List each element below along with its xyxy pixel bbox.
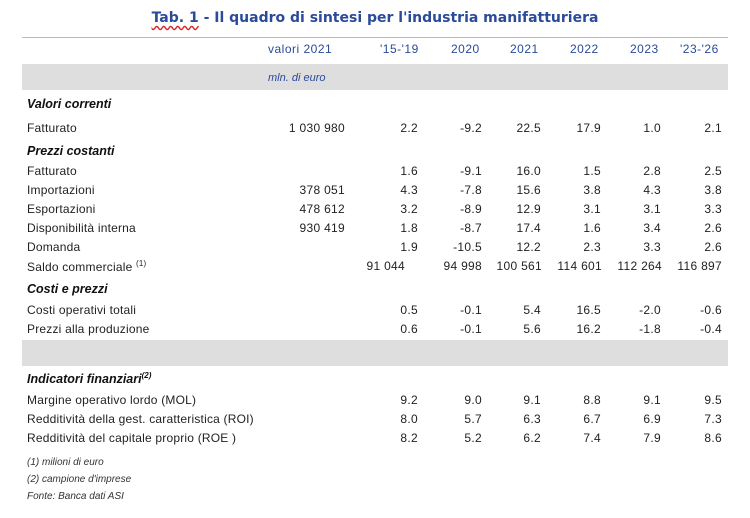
cell-2022: 3.8 [583, 183, 601, 197]
cell-23-26: 9.5 [704, 393, 722, 407]
footnote-source: Fonte: Banca dati ASI [27, 491, 124, 502]
row-label [27, 221, 136, 235]
row-label-text: Domanda [27, 240, 81, 254]
row-label-text: Saldo commerciale [27, 260, 133, 274]
cell-15-19: 0.6 [400, 322, 418, 336]
cell-2022: 8.8 [583, 393, 601, 407]
cell-2020: -8.7 [460, 221, 482, 235]
row-label [27, 303, 136, 317]
cell-2023: 6.9 [643, 412, 661, 426]
section-valori-correnti: Valori correnti [27, 97, 112, 111]
cell-15-19: 3.2 [400, 202, 418, 216]
row-label-text: Prezzi alla produzione [27, 322, 150, 336]
cell-2023: 2.8 [643, 164, 661, 178]
cell-15-19: 9.2 [400, 393, 418, 407]
cell-15-19: 4.3 [400, 183, 418, 197]
cell-2021: 5.4 [523, 303, 541, 317]
row-label [27, 240, 80, 254]
row-label [27, 164, 77, 178]
header-2021: 2021 [510, 42, 539, 56]
cell-valori-2021: 930 419 [299, 221, 345, 235]
cell-valori-2021: 478 612 [299, 202, 345, 216]
cell-2021: 9.1 [523, 393, 541, 407]
section-costi-prezzi: Costi e prezzi [27, 282, 108, 296]
row-label-text: Fatturato [27, 164, 77, 178]
cell-2023: 4.3 [643, 183, 661, 197]
cell-23-26: 3.3 [704, 202, 722, 216]
cell-23-26: 2.6 [704, 240, 722, 254]
row-label [27, 259, 146, 274]
cell-2023: 3.3 [643, 240, 661, 254]
row-label-note: (1) [136, 259, 147, 268]
cell-2022: 16.2 [576, 322, 601, 336]
header-valori-2021: valori 2021 [268, 42, 333, 56]
cell-15-19: 1.9 [400, 240, 418, 254]
footnote-2: (2) campione d'imprese [27, 474, 132, 485]
cell-2020: -9.2 [460, 121, 482, 135]
cell-2022: 114 601 [557, 259, 602, 273]
row-label [27, 393, 196, 407]
cell-2021: 12.9 [516, 202, 541, 216]
cell-15-19: 1.8 [400, 221, 418, 235]
header-15-19: '15-'19 [380, 42, 419, 56]
cell-2022: 1.5 [583, 164, 601, 178]
cell-2022: 1.6 [583, 221, 601, 235]
row-label-text: Costi operativi totali [27, 303, 137, 317]
header-2023: 2023 [630, 42, 659, 56]
cell-2023: 112 264 [617, 259, 662, 273]
cell-2020: -8.9 [460, 202, 482, 216]
section-indicatori-label: Indicatori finanziari [27, 372, 142, 387]
row-label-text: Margine operativo lordo (MOL) [27, 393, 197, 407]
cell-23-26: 2.6 [704, 221, 722, 235]
cell-2021: 12.2 [516, 240, 541, 254]
row-label [27, 121, 77, 135]
row-label-text: Redditività della gest. caratteristica (ROI) [27, 412, 254, 426]
cell-2021: 6.2 [523, 431, 541, 445]
row-label-text: Fatturato [27, 121, 77, 135]
cell-23-26: 116 897 [677, 259, 722, 273]
cell-23-26: 8.6 [704, 431, 722, 445]
row-label [27, 202, 95, 216]
cell-2022: 16.5 [576, 303, 601, 317]
spacer-band [22, 340, 728, 366]
cell-23-26: 2.1 [704, 121, 722, 135]
cell-2021: 100 561 [496, 259, 542, 273]
cell-15-19: 0.5 [400, 303, 418, 317]
unit-label: mln. di euro [268, 72, 326, 84]
header-2020: 2020 [451, 42, 480, 56]
cell-15-19: 1.6 [400, 164, 418, 178]
cell-2021: 15.6 [516, 183, 541, 197]
row-label [27, 322, 149, 336]
cell-2023: 9.1 [643, 393, 661, 407]
top-rule [22, 37, 728, 38]
cell-2021: 22.5 [516, 121, 541, 135]
cell-23-26: 2.5 [704, 164, 722, 178]
cell-2022: 3.1 [583, 202, 601, 216]
header-23-26: '23-'26 [680, 42, 719, 56]
row-label-text: Importazioni [27, 183, 95, 197]
cell-2020: -0.1 [460, 322, 482, 336]
table-number: Tab. 1 [151, 10, 199, 26]
row-label-text: Redditività del capitale proprio (ROE ) [27, 431, 237, 445]
cell-2020: 9.0 [464, 393, 482, 407]
cell-2022: 2.3 [583, 240, 601, 254]
unit-band [22, 64, 728, 90]
cell-23-26: -0.4 [700, 322, 722, 336]
cell-2020: -0.1 [460, 303, 482, 317]
cell-valori-2021: 378 051 [299, 183, 345, 197]
cell-15-19: 8.0 [400, 412, 418, 426]
row-label [27, 183, 95, 197]
cell-valori-2021: 91 044 [366, 259, 405, 273]
cell-2022: 6.7 [583, 412, 601, 426]
cell-2021: 5.6 [523, 322, 541, 336]
cell-15-19: 2.2 [400, 121, 418, 135]
cell-2020: -9.1 [460, 164, 482, 178]
cell-2021: 17.4 [516, 221, 541, 235]
table-title-text: - Il quadro di sintesi per l'industria manifatturiera [198, 10, 599, 26]
cell-2023: -2.0 [639, 303, 661, 317]
cell-2023: 3.4 [643, 221, 661, 235]
cell-2021: 6.3 [523, 412, 541, 426]
cell-2023: 1.0 [643, 121, 661, 135]
cell-2023: 7.9 [643, 431, 661, 445]
cell-valori-2021: 1 030 980 [288, 121, 345, 135]
cell-2023: 3.1 [643, 202, 661, 216]
cell-2020: 5.7 [464, 412, 482, 426]
cell-23-26: -0.6 [700, 303, 722, 317]
cell-2022: 17.9 [576, 121, 601, 135]
row-label-text: Disponibilità interna [27, 221, 136, 235]
header-2022: 2022 [570, 42, 599, 56]
row-label [27, 412, 254, 426]
footnote-1: (1) milioni di euro [27, 457, 104, 468]
cell-2020: -7.8 [460, 183, 482, 197]
row-label-text: Esportazioni [27, 202, 96, 216]
cell-2022: 7.4 [583, 431, 601, 445]
cell-2023: -1.8 [639, 322, 661, 336]
section-prezzi-costanti: Prezzi costanti [27, 144, 115, 158]
row-label [27, 431, 236, 445]
cell-23-26: 7.3 [704, 412, 722, 426]
section-indicatori-finanziari [27, 371, 151, 386]
table-title [0, 10, 750, 26]
cell-2020: 5.2 [464, 431, 482, 445]
section-indicatori-note: (2) [141, 371, 152, 380]
cell-15-19: 8.2 [400, 431, 418, 445]
cell-23-26: 3.8 [704, 183, 722, 197]
cell-2020: -10.5 [453, 240, 482, 254]
cell-2021: 16.0 [516, 164, 541, 178]
cell-2020: 94 998 [443, 259, 482, 273]
